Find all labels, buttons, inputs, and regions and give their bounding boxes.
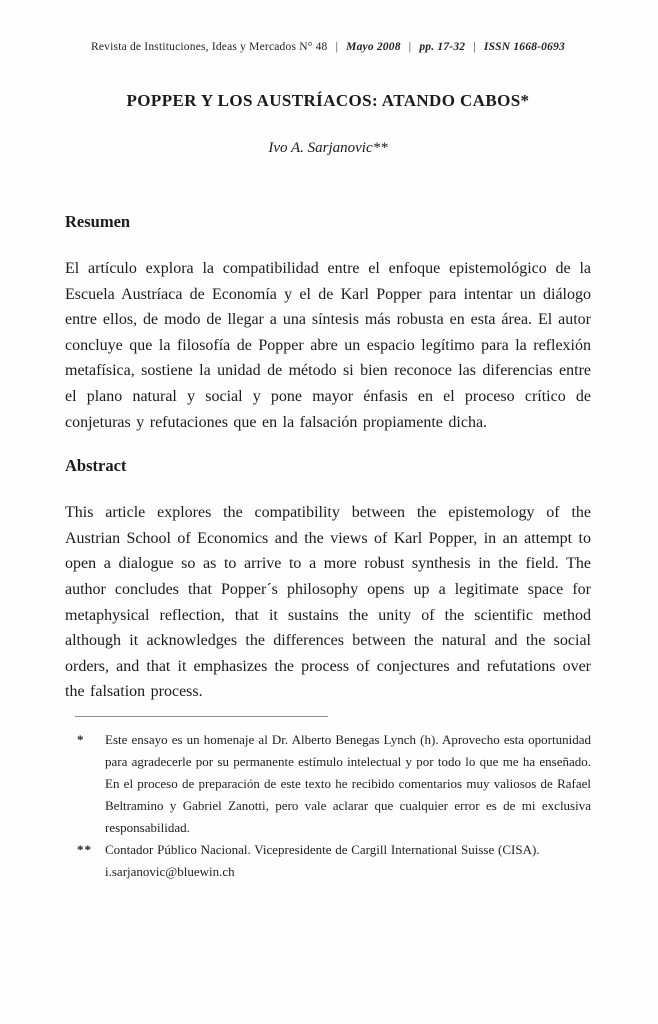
footnotes-block bbox=[65, 729, 591, 883]
resumen-body: El artículo explora la compatibilidad entre el enfoque epistemológico de la Escuela Austríaca de Economía y el de Karl Popper para intentar un diálogo entre ellos, de modo de llegar a una síntesis más robusta en esta área. El autor concluye que la filosofía de Popper abre un espacio legítimo para la reflexión metafísica, sostiene la unidad de método si bien reconoce las diferencias entre el plano natural y social y pone mayor énfasis en el proceso crítico de conjeturas y refutaciones que en la falsación propiamente dicha. bbox=[65, 260, 591, 431]
footnote-acknowledgement bbox=[65, 729, 591, 839]
article-title: POPPER Y LOS AUSTRÍACOS: ATANDO CABOS* bbox=[126, 91, 530, 110]
header-separator: | bbox=[473, 41, 476, 53]
footnote-marker: * bbox=[77, 731, 85, 747]
footnote-text bbox=[105, 839, 591, 883]
header-separator: | bbox=[408, 41, 412, 53]
article-author: Ivo A. Sarjanovic** bbox=[268, 140, 388, 156]
footnote-marker: ** bbox=[77, 841, 92, 857]
journal-name: Revista de Instituciones, Ideas y Mercados N° 48 bbox=[91, 41, 328, 53]
abstract-body: This article explores the compatibility between the epistemology of the Austrian School of Economics and the views of Karl Popper, in an attempt to open a dialogue so as to arrive to a more robust synthesis in the field. The author concludes that Popper´s philosophy opens up a legitimate space for metaphysical reflection, that it sustains the unity of the scientific method although it acknowledges the differences between the natural and the social orders, and that it emphasizes the process of conjectures and refutations over the falsation process. bbox=[65, 504, 591, 701]
page-range: pp. 17-32 bbox=[419, 41, 466, 53]
header-separator: | bbox=[335, 41, 339, 53]
issn-number: ISSN 1668-0693 bbox=[483, 41, 565, 53]
journal-header bbox=[65, 40, 591, 54]
issue-date: Mayo 2008 bbox=[346, 41, 401, 53]
footnote-author-bio bbox=[65, 839, 591, 883]
footnote-separator-rule bbox=[75, 716, 328, 717]
footnote-text: Este ensayo es un homenaje al Dr. Alberto Benegas Lynch (h). Aprovecho esta oportunidad para agradecerle por su permanente estímulo intelectual y por todo lo que me ha enseñado. En el proceso de preparación de este texto he recibido comentarios muy valiosos de Rafael Beltramino y Gabriel Zanotti, pero vale aclarar que cualquier error es de mi exclusiva responsabilidad. bbox=[105, 731, 591, 835]
footnote-bio-text: Contador Público Nacional. Vicepresidente de Cargill International Suisse (CISA). bbox=[105, 841, 540, 857]
resumen-heading: Resumen bbox=[65, 212, 131, 231]
abstract-heading: Abstract bbox=[65, 456, 127, 476]
author-email: i.sarjanovic@bluewin.ch bbox=[105, 863, 235, 879]
